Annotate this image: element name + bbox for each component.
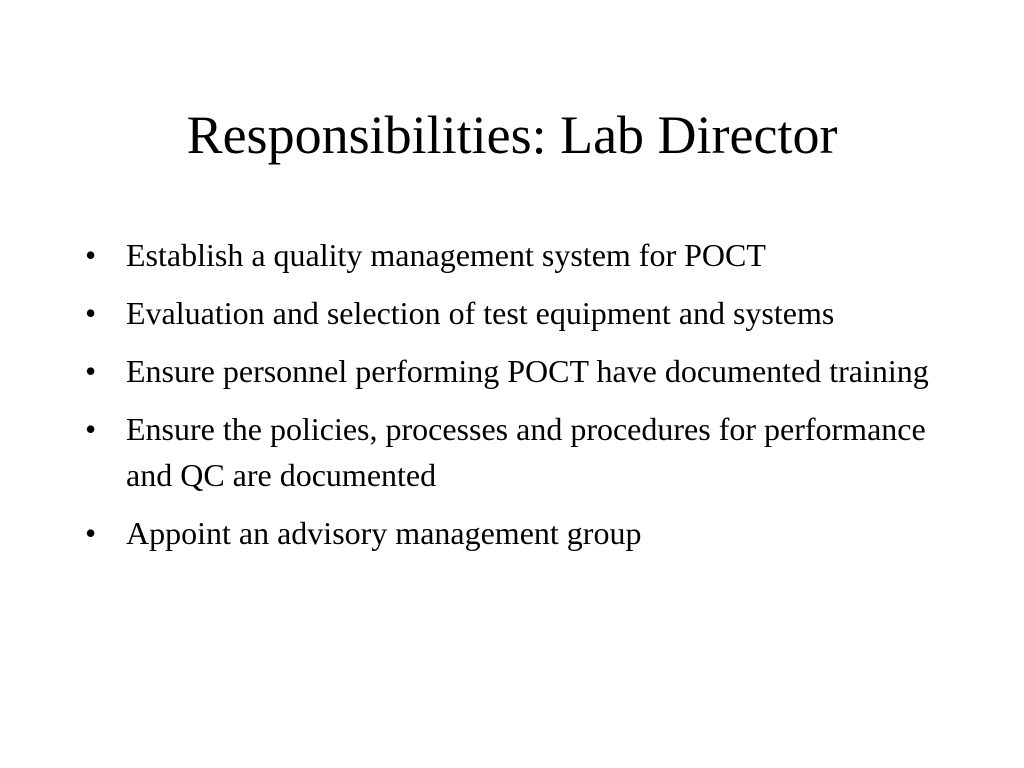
list-item — [85, 290, 945, 336]
bullet-icon: • — [85, 411, 97, 447]
bullet-icon: • — [85, 295, 97, 331]
bullet-text: Establish a quality management system for POCT — [126, 237, 766, 273]
bullet-icon: • — [85, 353, 97, 389]
bullet-icon: • — [85, 237, 97, 273]
bullet-text: Appoint an advisory management group — [126, 515, 642, 551]
bullet-icon: • — [85, 515, 97, 551]
bullet-list — [85, 232, 945, 568]
bullet-text: Evaluation and selection of test equipment and systems — [126, 295, 835, 331]
list-item — [85, 510, 945, 556]
list-item — [85, 232, 945, 278]
list-item — [85, 406, 945, 498]
bullet-text: Ensure the policies, processes and procedures for performance and QC are documented — [126, 411, 926, 493]
bullet-text: Ensure personnel performing POCT have documented training — [126, 353, 929, 389]
list-item — [85, 348, 945, 394]
slide-title: Responsibilities: Lab Director — [186, 105, 838, 165]
